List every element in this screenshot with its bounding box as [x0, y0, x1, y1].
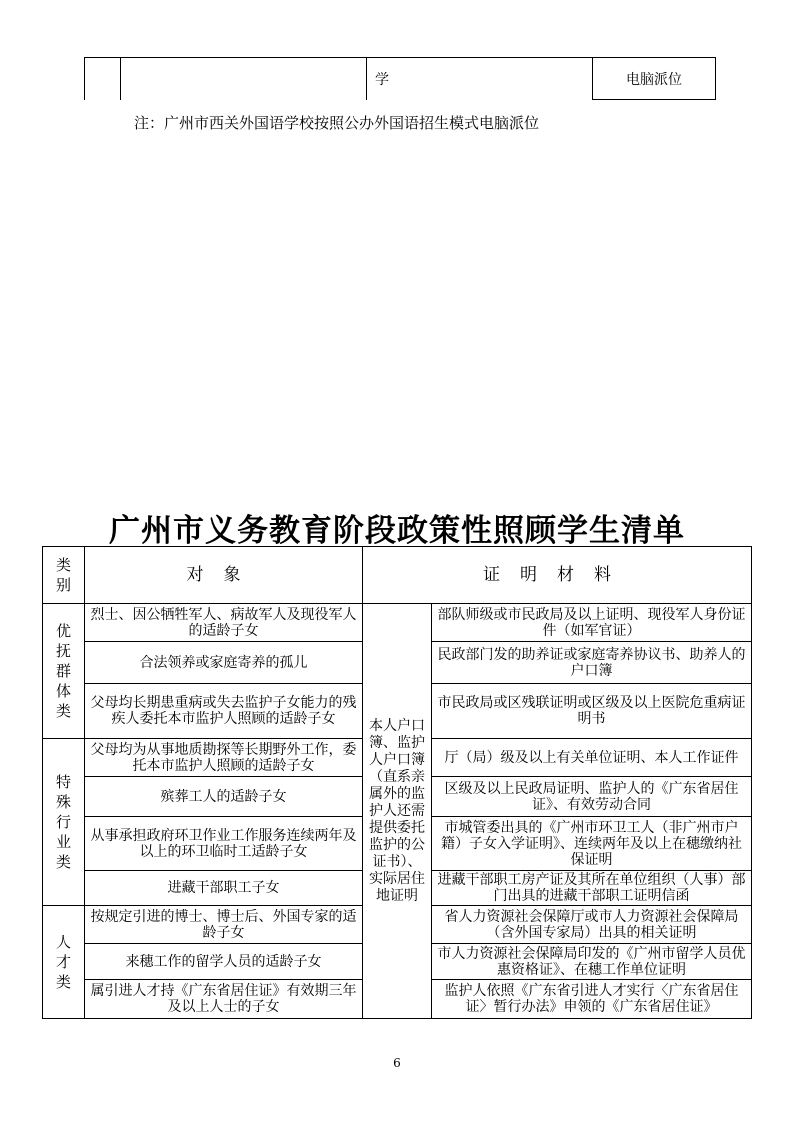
- category-cell: 优抚群体类: [43, 604, 85, 739]
- table-cell-empty: [85, 58, 121, 100]
- policy-list-table: [42, 546, 752, 1019]
- page-number: 6: [393, 1056, 401, 1070]
- table-row: [43, 604, 752, 642]
- target-cell: 按规定引进的博士、博士后、外国专家的适龄子女: [85, 906, 363, 944]
- table-note: 注：广州市西关外国语学校按照公办外国语招生模式电脑派位: [134, 114, 540, 132]
- table-cell-empty: [121, 58, 367, 100]
- table-cell-assignment: 电脑派位: [593, 58, 716, 100]
- material-cell: 监护人依照《广东省引进人才实行〈广东省居住证〉暂行办法》申领的《广东省居住证》: [432, 980, 752, 1019]
- material-cell: 省人力资源社会保障厅或市人力资源社会保障局（含外国专家局）出具的相关证明: [432, 906, 752, 944]
- target-cell: 殡葬工人的适龄子女: [85, 777, 363, 817]
- table-cell-school: 学: [367, 58, 593, 100]
- target-cell: 父母均为从事地质勘探等长期野外工作，委托本市监护人照顾的适龄子女: [85, 739, 363, 777]
- material-cell: 区级及以上民政局证明、监护人的《广东省居住证》、有效劳动合同: [432, 777, 752, 817]
- table-row: [85, 58, 716, 100]
- header-target: 对象: [85, 547, 363, 604]
- header-materials: 证明材料: [363, 547, 752, 604]
- table-header-row: [43, 547, 752, 604]
- material-cell: 市城管委出具的《广州市环卫工人（非广州市户籍）子女入学证明》、连续两年及以上在穗缴纳社保证明: [432, 817, 752, 871]
- previous-table-fragment: [84, 57, 716, 100]
- shared-material-cell: 本人户口簿、监护人户口簿（直系亲属外的监护人还需提供委托监护的公证书）、实际居住地证明: [363, 604, 432, 1019]
- target-cell: 来穗工作的留学人员的适龄子女: [85, 944, 363, 980]
- material-cell: 市人力资源社会保障局印发的《广州市留学人员优惠资格证》、在穗工作单位证明: [432, 944, 752, 980]
- target-cell: 合法领养或家庭寄养的孤儿: [85, 642, 363, 684]
- material-cell: 民政部门发的助养证或家庭寄养协议书、助养人的户口簿: [432, 642, 752, 684]
- category-cell: 人才类: [43, 906, 85, 1019]
- target-cell: 烈士、因公牺牲军人、病故军人及现役军人的适龄子女: [85, 604, 363, 642]
- material-cell: 部队师级或市民政局及以上证明、现役军人身份证件（如军官证）: [432, 604, 752, 642]
- target-cell: 从事承担政府环卫作业工作服务连续两年及以上的环卫临时工适龄子女: [85, 817, 363, 871]
- target-cell: 父母均长期患重病或失去监护子女能力的残疾人委托本市监护人照顾的适龄子女: [85, 684, 363, 739]
- material-cell: 进藏干部职工房产证及其所在单位组织（人事）部门出具的进藏干部职工证明信函: [432, 871, 752, 906]
- material-cell: 市民政局或区残联证明或区级及以上医院危重病证明书: [432, 684, 752, 739]
- header-category: 类别: [43, 547, 85, 604]
- target-cell: 属引进人才持《广东省居住证》有效期三年及以上人士的子女: [85, 980, 363, 1019]
- material-cell: 厅（局）级及以上有关单位证明、本人工作证件: [432, 739, 752, 777]
- category-cell: 特殊行业类: [43, 739, 85, 906]
- target-cell: 进藏干部职工子女: [85, 871, 363, 906]
- document-title: 广州市义务教育阶段政策性照顾学生清单: [109, 513, 685, 549]
